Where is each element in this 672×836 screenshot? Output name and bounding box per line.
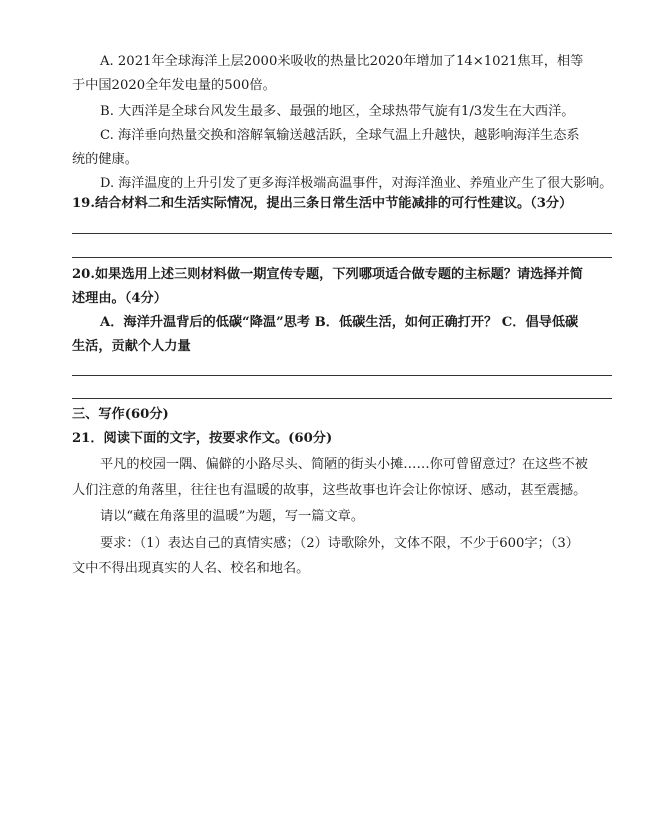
question-20-line-2: 述理由。（4分） [72,291,167,306]
requirements-line-1: 要求：（1）表达自己的真情实感；（2）诗歌除外，文体不限，不少于600字；（3） [100,536,579,551]
answer-line-19-1 [72,233,612,234]
question-19: 19.结合材料二和生活实际情况，提出三条日常生活中节能减排的可行性建议。（3分） [72,196,573,211]
option-c-line-1: C. 海洋垂向热量交换和溶解氧输送越活跃，全球气温上升越快，越影响海洋生态系 [100,128,580,143]
requirements-line-2: 文中不得出现真实的人名、校名和地名。 [72,561,310,576]
section-3-title: 三、写作(60分) [72,407,169,422]
question-20-line-1: 20.如果选用上述三则材料做一期宣传专题，下列哪项适合做专题的主标题？请选择并简 [72,267,583,282]
question-21-title: 21．阅读下面的文字，按要求作文。(60分) [72,431,333,446]
essay-prompt: 请以“藏在角落里的温暖”为题，写一篇文章。 [100,509,365,524]
answer-line-20-1 [72,375,612,376]
option-c-line-2: 统的健康。 [72,152,138,167]
answer-line-19-2 [72,257,612,258]
answer-line-20-2 [72,398,612,399]
option-d: D. 海洋温度的上升引发了更多海洋极端高温事件，对海洋渔业、养殖业产生了很大影响。 [100,176,613,191]
question-20-options-line-1: A．海洋升温背后的低碳“降温”思考 B．低碳生活，如何正确打开？ C．倡导低碳 [100,315,579,330]
question-20-options-line-2: 生活，贡献个人力量 [72,339,191,354]
passage-line-2: 人们注意的角落里，往往也有温暖的故事，这些故事也许会让你惊讶、感动，甚至震撼。 [72,483,587,498]
option-a-line-2: 于中国2020全年发电量的500倍。 [72,78,276,93]
passage-line-1: 平凡的校园一隅、偏僻的小路尽头、简陋的街头小摊……你可曾留意过？在这些不被 [100,457,588,472]
option-a-line-1: A. 2021年全球海洋上层2000米吸收的热量比2020年增加了14×1021焦耳，相等 [100,54,584,69]
option-b: B. 大西洋是全球台风发生最多、最强的地区，全球热带气旋有1/3发生在大西洋。 [100,104,575,119]
